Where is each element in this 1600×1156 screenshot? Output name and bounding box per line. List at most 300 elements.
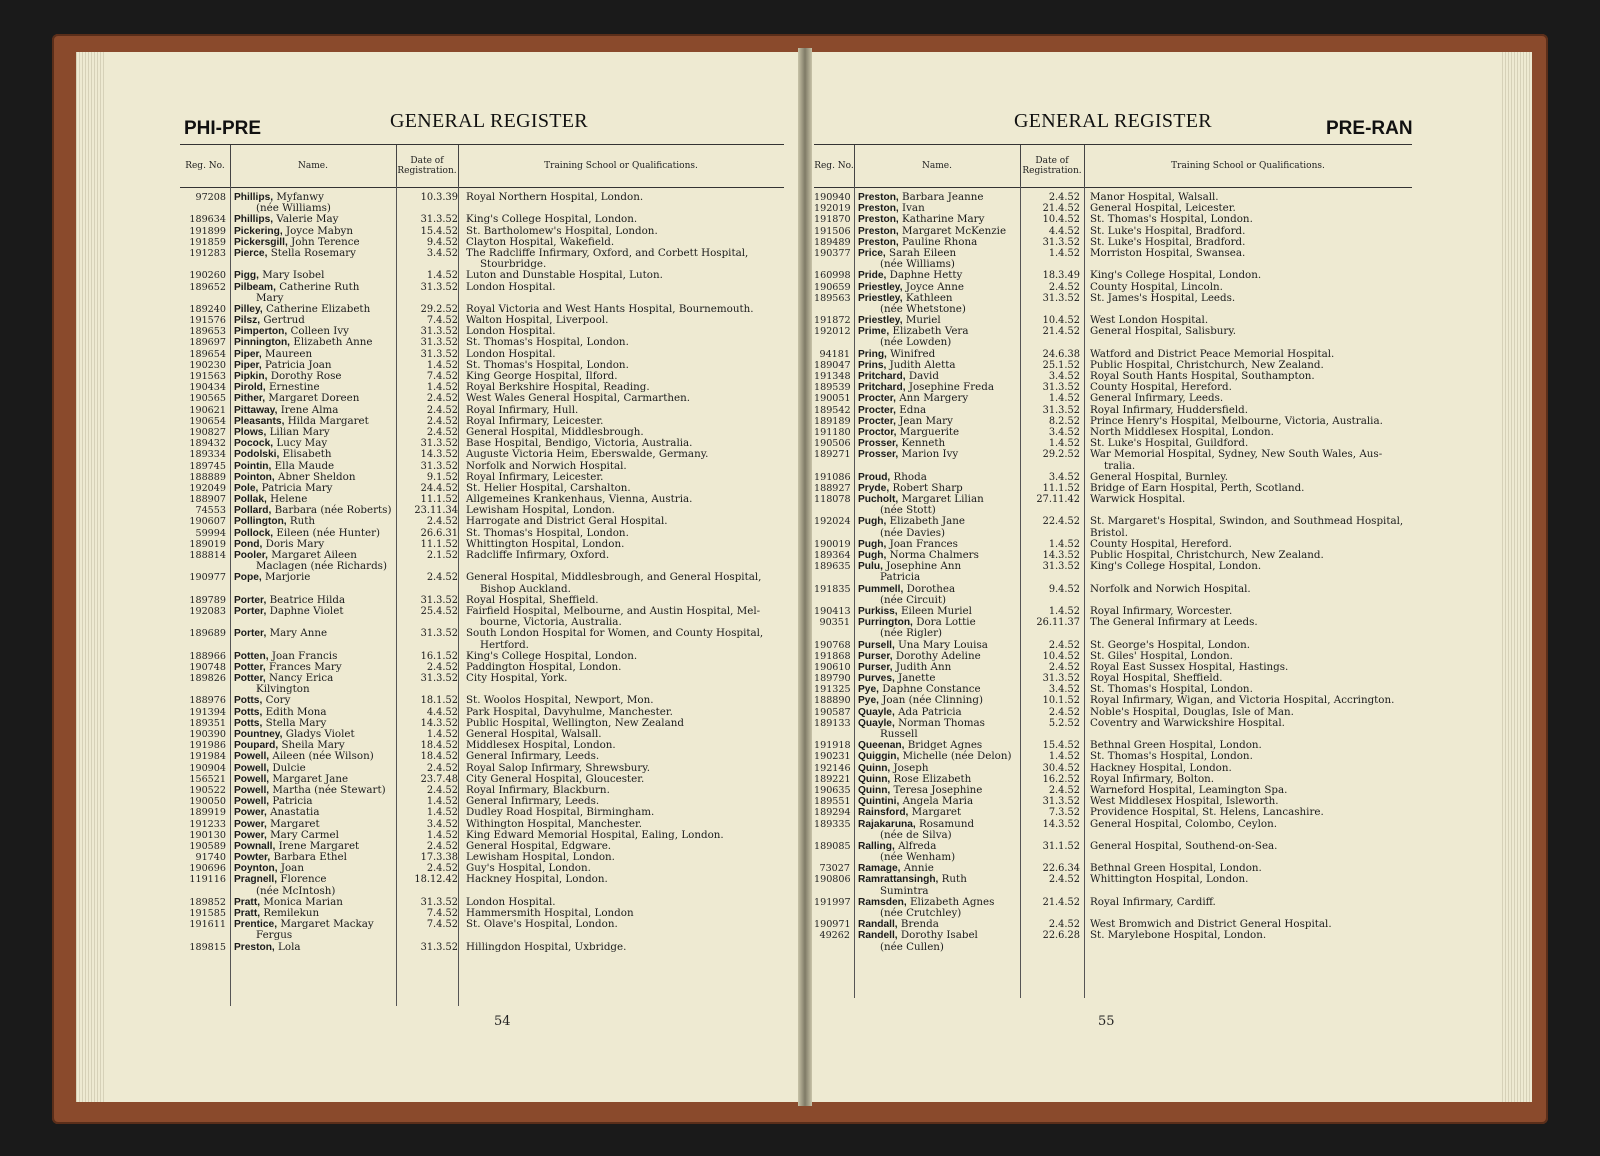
reg-number: 191563 [189, 371, 226, 382]
reg-number: 189133 [814, 717, 851, 729]
reg-number: 191870 [814, 214, 851, 226]
given-names: Jean Mary [899, 414, 953, 427]
training-school: General Hospital, Colombo, Ceylon. [1090, 817, 1277, 830]
training-school: General Hospital, Leicester. [1090, 202, 1236, 215]
registration-date: 3.4.52 [1048, 471, 1080, 483]
training-school: King's College Hospital, London. [1090, 269, 1262, 282]
given-names: (née McIntosh) [256, 884, 336, 897]
given-names: (née Lowden) [880, 336, 952, 349]
training-school: General Hospital, Edgware. [466, 839, 612, 852]
given-names: Sarah Eileen [889, 246, 957, 259]
name-cell [858, 751, 1011, 762]
reg-number: 189689 [189, 628, 226, 640]
name-cell [858, 516, 965, 527]
given-names [234, 583, 256, 595]
reg-number: 190019 [814, 538, 851, 550]
registration-date: 24.6.38 [1042, 348, 1080, 360]
registration-date: 14.3.52 [1042, 550, 1080, 561]
surname: Procter, [858, 415, 896, 427]
reg-number: 190390 [189, 729, 226, 740]
training-school: Clayton Hospital, Wakefield. [466, 235, 615, 248]
registration-date: 15.4.52 [420, 225, 458, 237]
table-row [180, 214, 784, 225]
surname: Ramsden, [858, 896, 907, 908]
given-names: Barbara (née Roberts) [274, 504, 392, 517]
given-names: Irene Margaret [278, 839, 360, 852]
given-names: Beatrice Hilda [269, 593, 346, 606]
training-school: Middlesex Hospital, London. [466, 739, 616, 752]
given-names: (née Rigler) [880, 627, 943, 640]
training-school: tralia. [1104, 459, 1136, 472]
registration-date: 31.3.52 [1042, 292, 1080, 304]
surname: Powell, [234, 796, 270, 808]
registration-date: 10.4.52 [1042, 650, 1080, 662]
registration-date: 1.4.52 [1048, 438, 1080, 450]
given-names: Margaret Jane [272, 772, 349, 785]
given-names: (née Wenham) [880, 851, 956, 864]
training-school: London Hospital. [466, 895, 556, 908]
training-school: General Infirmary, Leeds. [1090, 392, 1224, 405]
registration-date: 2.4.52 [426, 661, 458, 673]
training-school: Royal Infirmary, Cardiff. [1090, 895, 1216, 908]
registration-date: 26.11.37 [1036, 617, 1080, 629]
surname: Pither, [234, 393, 266, 405]
reg-number: 189189 [814, 415, 851, 427]
reg-number: 190522 [189, 784, 226, 796]
surname: Potter, [234, 673, 266, 685]
reg-number: 190413 [814, 605, 851, 617]
registration-date: 21.4.52 [1042, 203, 1080, 215]
reg-number: 189019 [189, 538, 226, 550]
registration-date: 7.4.52 [426, 919, 458, 931]
surname: Purves, [858, 673, 895, 685]
registration-date: 2.4.52 [1048, 919, 1080, 931]
registration-date: 16.1.52 [420, 650, 458, 662]
registration-date: 4.4.52 [426, 706, 458, 718]
surname: Pointin, [234, 460, 272, 472]
reg-number: 191576 [189, 315, 226, 327]
given-names: Valerie May [276, 213, 339, 226]
registration-date: 3.4.52 [1048, 371, 1080, 382]
name-cell [234, 640, 256, 651]
given-names: Eileen Muriel [900, 604, 972, 617]
given-names: Margaret [270, 817, 320, 830]
right-page [808, 52, 1532, 1102]
surname: Pointon, [234, 471, 275, 483]
training-school: St. James's Hospital, Leeds. [1090, 291, 1236, 304]
reg-number: 191986 [189, 740, 226, 752]
surname: Prosser, [858, 438, 899, 450]
reg-number: 190377 [814, 247, 851, 259]
reg-number: 119116 [189, 874, 226, 886]
registration-date: 24.4.52 [420, 482, 458, 494]
reg-number: 191899 [189, 225, 226, 237]
registration-date: 31.3.52 [420, 326, 458, 338]
surname: Quinn, [858, 762, 891, 774]
given-names: Ella Maude [274, 459, 335, 472]
surname: Pring, [858, 348, 887, 360]
registration-date: 31.3.52 [420, 460, 458, 472]
surname: Potter, [234, 661, 266, 673]
surname: Power, [234, 807, 267, 819]
training-school: General Hospital, Walsall. [466, 728, 602, 740]
header-date: Date of Registration. [1020, 145, 1085, 187]
given-names: Catherine Elizabeth [265, 302, 371, 315]
training-school: Royal Infirmary, Huddersfield. [1090, 403, 1248, 416]
surname: Potts, [234, 706, 263, 718]
registration-date: 11.1.52 [1042, 482, 1080, 494]
table-row [180, 461, 784, 472]
surname: Potts, [234, 695, 263, 707]
given-names: Kilvington [256, 683, 310, 696]
registration-date: 31.3.52 [420, 348, 458, 360]
given-names: (née Davies) [880, 526, 946, 539]
registration-date: 1.4.52 [1048, 538, 1080, 550]
column-header-row [814, 144, 1412, 188]
header-reg: Reg. No. [814, 145, 855, 187]
surname: Pownall, [234, 840, 276, 852]
reg-number: 191835 [814, 583, 851, 595]
training-school: St. Thomas's Hospital, London. [466, 358, 629, 371]
registration-date: 31.3.52 [420, 214, 458, 226]
left-page [76, 52, 802, 1102]
surname: Pugh, [858, 538, 887, 550]
reg-number: 189221 [814, 773, 851, 785]
surname: Pritchard, [858, 371, 906, 382]
surname: Pole, [234, 482, 259, 494]
surname: Proctor, [858, 426, 897, 438]
reg-number: 189539 [814, 382, 851, 394]
header-date: Date of Registration. [396, 145, 459, 187]
reg-number: 91740 [195, 852, 226, 864]
given-names [858, 460, 880, 472]
training-school: Luton and Dunstable Hospital, Luton. [466, 269, 663, 282]
surname: Powell, [234, 773, 270, 785]
surname: Pratt, [234, 908, 261, 919]
surname: Ramage, [858, 863, 901, 875]
reg-number: 191859 [189, 236, 226, 248]
registration-date: 5.2.52 [1048, 717, 1080, 729]
given-names: Catherine Ruth [279, 280, 360, 293]
registration-date: 16.2.52 [1042, 773, 1080, 785]
registration-date: 22.6.34 [1042, 863, 1080, 875]
reg-number: 190230 [189, 359, 226, 371]
training-school: Hackney Hospital, London. [466, 873, 608, 886]
training-school: Royal Infirmary, Leicester. [466, 414, 604, 427]
training-school: St. Giles' Hospital, London. [1090, 649, 1233, 662]
training-school: Warneford Hospital, Leamington Spa. [1090, 783, 1288, 796]
training-school: Hackney Hospital, London. [1090, 761, 1232, 774]
page-number: 54 [494, 1014, 511, 1029]
reg-number: 190050 [189, 796, 226, 808]
given-names [234, 258, 256, 270]
given-names: Colleen Ivy [290, 325, 349, 338]
training-school: Bristol. [1090, 526, 1128, 539]
registration-date: 2.4.52 [1048, 281, 1080, 293]
surname: Purrington, [858, 617, 913, 629]
training-school: St. Marylebone Hospital, London. [1090, 929, 1267, 942]
training-school: Morriston Hospital, Swansea. [1090, 246, 1246, 259]
reg-number: 189745 [189, 460, 226, 472]
training-school: The General Infirmary at Leeds. [1090, 616, 1258, 629]
name-cell [858, 930, 978, 941]
reg-number: 189634 [189, 214, 226, 226]
given-names: Dorothy Adeline [895, 649, 981, 662]
surname: Quinn, [858, 773, 891, 785]
training-school: General Hospital, Middlesbrough. [466, 425, 644, 438]
surname: Proud, [858, 471, 891, 483]
given-names: (née Stott) [880, 504, 936, 517]
reg-number: 190940 [814, 192, 851, 203]
training-school: Public Hospital, Wellington, New Zealand [466, 716, 684, 729]
reg-number: 188966 [189, 650, 226, 662]
given-names: Ivan [902, 202, 925, 215]
registration-date: 22.4.52 [1042, 516, 1080, 528]
surname: Pragnell, [234, 874, 278, 886]
training-school: City Hospital, York. [466, 672, 568, 685]
training-school: King George Hospital, Ilford. [466, 370, 618, 382]
given-names: Mary Anne [269, 627, 328, 640]
reg-number: 74553 [195, 505, 226, 517]
surname: Price, [858, 247, 886, 259]
registration-date: 3.4.52 [426, 818, 458, 830]
reg-number: 190977 [189, 572, 226, 584]
given-names: Elizabeth Agnes [909, 895, 995, 908]
reg-number: 189335 [814, 818, 851, 830]
table-row [180, 930, 784, 941]
reg-number: 191233 [189, 818, 226, 830]
given-names: Aileen (née Wilson) [272, 750, 374, 763]
reg-number: 192146 [814, 762, 851, 774]
registration-date: 1.4.52 [426, 382, 458, 394]
reg-number: 118078 [814, 494, 851, 506]
surname: Procter, [858, 404, 896, 416]
training-school: Royal Hospital, Sheffield. [1090, 672, 1223, 685]
header-school: Training School or Qualifications. [544, 161, 698, 171]
reg-number: 189653 [189, 326, 226, 338]
registration-date: 31.3.52 [420, 896, 458, 908]
registration-date: 2.4.52 [1048, 784, 1080, 796]
training-school: Coventry and Warwickshire Hospital. [1090, 716, 1285, 729]
reg-number: 188927 [814, 482, 851, 494]
surname: Podolski, [234, 449, 280, 461]
given-names: Abner Sheldon [278, 470, 356, 483]
training-school: Base Hospital, Bendigo, Victoria, Australia. [466, 437, 693, 450]
given-names: Margaret Aileen [271, 549, 357, 561]
table-row [814, 282, 1412, 293]
reg-number: 94181 [819, 348, 850, 360]
training-school: Warwick Hospital. [1090, 493, 1186, 506]
given-names: Mary [256, 291, 284, 304]
reg-number: 156521 [189, 773, 226, 785]
registration-date: 2.4.52 [426, 393, 458, 405]
given-names: (née Cullen) [880, 940, 944, 953]
training-school: Whittington Hospital, London. [1090, 873, 1249, 886]
surname: Powell, [234, 784, 270, 796]
reg-number: 190565 [189, 393, 226, 405]
table-row [814, 516, 1412, 527]
reg-number: 189826 [189, 673, 226, 685]
registration-date: 1.4.52 [426, 729, 458, 740]
given-names: Joseph [893, 761, 929, 774]
reg-number: 191997 [814, 896, 851, 908]
training-school: St. Thomas's Hospital, London. [1090, 213, 1253, 226]
surname: Pond, [234, 538, 263, 550]
reg-number: 190260 [189, 270, 226, 282]
given-names: Angela Maria [902, 795, 974, 808]
reg-number: 189919 [189, 807, 226, 819]
reg-number: 49262 [819, 930, 850, 942]
table-row [814, 572, 1412, 583]
given-names: Brenda [900, 918, 939, 931]
training-school: King's College Hospital, London. [466, 649, 638, 662]
table-row [180, 874, 784, 885]
training-school: St. Olave's Hospital, London. [466, 918, 618, 931]
reg-number: 189432 [189, 438, 226, 450]
given-names: Patricia Mary [261, 481, 333, 494]
given-names: Margaret [911, 806, 962, 819]
given-names: Elizabeth Vera [892, 325, 969, 338]
given-names: Pauline Rhona [902, 235, 978, 248]
surname: Prins, [858, 359, 887, 371]
reg-number: 188890 [814, 695, 851, 707]
surname: Pooler, [234, 550, 268, 561]
given-names: Stella Mary [265, 716, 327, 729]
registration-date: 25.1.52 [1042, 359, 1080, 371]
registration-date: 1.4.52 [1048, 247, 1080, 259]
reg-number: 189334 [189, 449, 226, 461]
surname: Queenan, [858, 740, 905, 752]
given-names: Joan Francis [271, 649, 338, 662]
registration-date: 2.4.52 [1048, 192, 1080, 203]
reg-number: 191283 [189, 247, 226, 259]
registration-date: 31.3.52 [1042, 236, 1080, 248]
registration-date: 2.4.52 [1048, 706, 1080, 718]
surname: Prime, [858, 326, 890, 338]
surname: Pinnington, [234, 337, 291, 349]
registration-date: 1.4.52 [1048, 751, 1080, 763]
surname: Pimperton, [234, 326, 288, 338]
training-school: War Memorial Hospital, Sydney, New South Wales, Aus- [1090, 448, 1383, 461]
name-cell [234, 617, 256, 628]
page-code: PRE-RAN [1326, 118, 1413, 139]
registration-date: 1.4.52 [426, 796, 458, 808]
training-school: Dudley Road Hospital, Birmingham. [466, 806, 655, 819]
registration-date: 21.4.52 [1042, 326, 1080, 338]
training-school: St. Margaret's Hospital, Swindon, and Southmead Hospital, [1090, 515, 1404, 528]
training-school: Royal East Sussex Hospital, Hastings. [1090, 660, 1289, 673]
given-names: Janette [898, 672, 936, 685]
registration-date: 31.3.52 [420, 628, 458, 640]
given-names: Russell [880, 728, 918, 740]
registration-date: 26.6.31 [420, 527, 458, 539]
training-school: St. Luke's Hospital, Bradford. [1090, 235, 1246, 248]
given-names: Elizabeth Jane [889, 515, 965, 528]
given-names: (née Whetstone) [880, 302, 966, 315]
given-names: Dorothy Isabel [900, 929, 978, 942]
training-school: St. Bartholomew's Hospital, London. [466, 224, 658, 237]
registration-date: 18.3.49 [1042, 270, 1080, 282]
training-school: Royal Hospital, Sheffield. [466, 593, 599, 606]
name-cell [858, 942, 944, 953]
surname: Preston, [858, 236, 899, 248]
registration-date: 15.4.52 [1042, 740, 1080, 752]
reg-number: 189489 [814, 236, 851, 248]
given-names: (née de Silva) [880, 828, 952, 841]
registration-date: 31.3.52 [1042, 404, 1080, 416]
registration-date: 31.3.52 [1042, 673, 1080, 685]
given-names: (née Circuit) [880, 593, 947, 606]
given-names: Marjorie [265, 571, 311, 584]
given-names: Katharine Mary [902, 213, 985, 226]
surname: Pirold, [234, 382, 266, 394]
reg-number: 73027 [819, 863, 850, 875]
given-names: Lola [278, 940, 301, 953]
reg-number: 90351 [819, 617, 850, 629]
name-cell [858, 863, 934, 874]
surname: Purser, [858, 650, 893, 662]
registration-date: 2.4.52 [426, 572, 458, 584]
reg-number: 190231 [814, 751, 851, 763]
given-names [234, 616, 256, 628]
reg-number: 191585 [189, 908, 226, 919]
table-row [180, 516, 784, 527]
page-title: GENERAL REGISTER [1014, 110, 1212, 132]
surname: Poupard, [234, 740, 279, 752]
training-school: London Hospital. [466, 347, 556, 360]
given-names: Robert Sharp [892, 481, 963, 494]
surname: Quayle, [858, 706, 895, 718]
registration-date: 21.4.52 [1042, 896, 1080, 908]
given-names: Ruth [289, 515, 316, 528]
surname: Preston, [234, 941, 275, 953]
training-school: Public Hospital, Christchurch, New Zealand. [1090, 358, 1324, 371]
given-names: Kathleen [905, 291, 953, 304]
training-school: bourne, Victoria, Australia. [480, 616, 622, 629]
given-names: Barbara Ethel [273, 851, 347, 864]
given-names: Cory [265, 694, 291, 707]
given-names: Edna [899, 403, 927, 416]
registration-date: 2.4.52 [426, 516, 458, 528]
registration-date: 10.1.52 [1042, 695, 1080, 707]
registration-date: 14.3.52 [420, 449, 458, 461]
surname: Pilsz, [234, 315, 261, 327]
registration-date: 27.11.42 [1036, 494, 1080, 506]
surname: Preston, [858, 192, 899, 203]
training-school: The Radcliffe Infirmary, Oxford, and Corbett Hospital, [466, 246, 749, 259]
surname: Powell, [234, 751, 270, 763]
given-names: Irene Alma [280, 403, 339, 416]
table-row [180, 628, 784, 639]
reg-number: 190607 [189, 516, 226, 528]
given-names: Gertrud [263, 314, 305, 327]
surname: Ramrattansingh, [858, 874, 939, 886]
training-school: Bethnal Green Hospital, London. [1090, 739, 1262, 752]
surname: Preston, [858, 203, 899, 215]
column-header-row [180, 144, 784, 188]
given-names: Teresa Josephine [893, 783, 983, 796]
given-names: Margaret Mackay [280, 918, 374, 931]
registration-date: 8.2.52 [1048, 415, 1080, 427]
registration-date: 23.7.48 [420, 773, 458, 785]
training-school: Hammersmith Hospital, London [466, 907, 634, 919]
training-school: North Middlesex Hospital, London. [1090, 425, 1274, 438]
reg-number: 191506 [814, 225, 851, 237]
reg-number: 190659 [814, 281, 851, 293]
given-names: Joan Frances [889, 537, 958, 550]
reg-number: 189364 [814, 550, 851, 561]
given-names: Una Mary Louisa [898, 638, 988, 651]
